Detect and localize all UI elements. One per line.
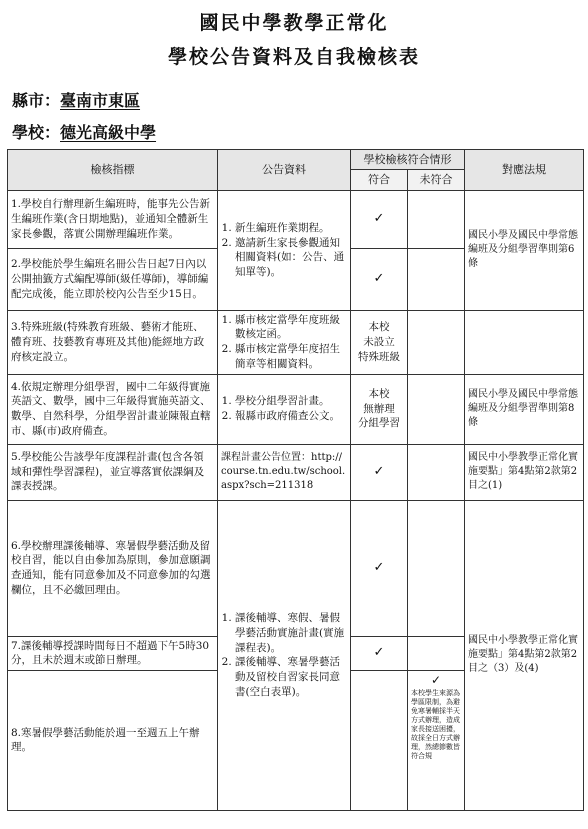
not-conform-2 (408, 248, 465, 310)
county-label: 縣市： (12, 91, 61, 110)
checklist-table (7, 149, 584, 811)
header-self-check: 學校檢核符合情形 (351, 150, 465, 170)
public-item: 1. 縣市核定當學年度班級數核定函。 (235, 313, 347, 342)
school-line (12, 120, 156, 143)
regulation-3 (465, 310, 584, 374)
indicator-1: 1.學校自行辦理新生編班時，能事先公告新生編班作業(含日期地點)，並通知全體新生家長參觀，落實公開辦理編班作業。 (8, 190, 218, 248)
indicator-8: 8.寒暑假學藝活動能於週一至週五上午辦理。 (8, 670, 218, 810)
conform-5: ✓ (351, 444, 408, 500)
document-title: 國民中學教學正常化 (199, 12, 389, 34)
header-conform: 符合 (351, 170, 408, 190)
school-label: 學校： (12, 123, 61, 142)
public-info-5: 課程計畫公告位置：http://course.tn.edu.tw/school.aspx?sch=211318 (218, 444, 351, 500)
public-item: 2. 課後輔導、寒暑學藝活動及留校自習家長同意書(空白表單)。 (235, 655, 347, 699)
school-value: 德光高級中學 (60, 123, 157, 142)
indicator-2: 2.學校能於學生編班名冊公告日起7日內以公開抽籤方式編配導師(級任導師)，導師編配完成後，能立即於校內公告至少15日。 (8, 248, 218, 310)
not-conform-8 (408, 670, 465, 810)
conform-7: ✓ (351, 636, 408, 670)
indicator-5: 5.學校能公告該學年度課程計畫(包含各領域和彈性學習課程)，並宣導落實依課綱及課表授課。 (8, 444, 218, 500)
public-item: 2. 邀請新生家長參觀通知相關資料(如：公告、通知單等)。 (235, 236, 347, 280)
indicator-3: 3.特殊班級(特殊教育班級、藝術才能班、體育班、技藝教育專班及其他)能經地方政府核定設立。 (8, 310, 218, 374)
public-item: 1. 學校分組學習計畫。 (235, 394, 347, 409)
public-info-4 (218, 374, 351, 444)
regulation-5: 國民中小學教學正常化實施要點」第4點第2款第2目之(1) (465, 444, 584, 500)
document-subtitle: 學校公告資料及自我檢核表 (167, 46, 420, 68)
not-conform-note: 本校學生來源為學區限制，為避免寒暑輔採半天方式辦理，造成家長接送困擾，故採全日方式辦理，然總節數皆符合規 (411, 688, 460, 761)
public-info-3 (218, 310, 351, 374)
county-value: 臺南市東區 (60, 91, 141, 110)
indicator-4: 4.依規定辦理分組學習，國中二年級得實施英語文、數學，國中三年級得實施英語文、數學、自然科學，分組學習計畫並陳報直轄市、縣(市)政府備查。 (8, 374, 218, 444)
conform-8 (351, 670, 408, 810)
regulation-1-2: 國民小學及國民中學常態編班及分組學習準則第6條 (465, 190, 584, 310)
conform-6: ✓ (351, 500, 408, 636)
conform-3: 本校 未設立 特殊班級 (351, 310, 408, 374)
public-info-6-8 (218, 500, 351, 810)
not-conform-1 (408, 190, 465, 248)
not-conform-4 (408, 374, 465, 444)
regulation-6-8: 國民中小學教學正常化實施要點」第4點第2款第2目之（3）及(4) (465, 500, 584, 810)
conform-2: ✓ (351, 248, 408, 310)
conform-1: ✓ (351, 190, 408, 248)
regulation-4: 國民小學及國民中學常態編班及分組學習準則第8條 (465, 374, 584, 444)
public-item: 2. 報縣市政府備查公文。 (235, 409, 347, 424)
indicator-6: 6.學校辦理課後輔導、寒暑假學藝活動及留校自習，能以自由參加為原則，參加意願調查通知，能有同意參加及不同意參加的勾選欄位，且不必繳回理由。 (8, 500, 218, 636)
indicator-7: 7.課後輔導授課時間每日不超過下午5時30分，且未於週末或節日辦理。 (8, 636, 218, 670)
not-conform-5 (408, 444, 465, 500)
public-item: 1. 課後輔導、寒假、暑假學藝活動實施計畫(實施課程表)。 (235, 611, 347, 655)
not-conform-check: ✓ (430, 672, 442, 687)
public-item: 1. 新生編班作業期程。 (235, 221, 347, 236)
header-not-conform: 未符合 (408, 170, 465, 190)
header-indicator: 檢核指標 (8, 150, 218, 191)
header-regulation: 對應法規 (465, 150, 584, 191)
not-conform-6 (408, 500, 465, 636)
header-public-info: 公告資料 (218, 150, 351, 191)
county-line (12, 88, 140, 111)
not-conform-7 (408, 636, 465, 670)
public-info-1-2 (218, 190, 351, 310)
public-item: 2. 縣市核定當學年度招生簡章等相關資料。 (235, 342, 347, 371)
conform-4: 本校 無辦理 分組學習 (351, 374, 408, 444)
not-conform-3 (408, 310, 465, 374)
